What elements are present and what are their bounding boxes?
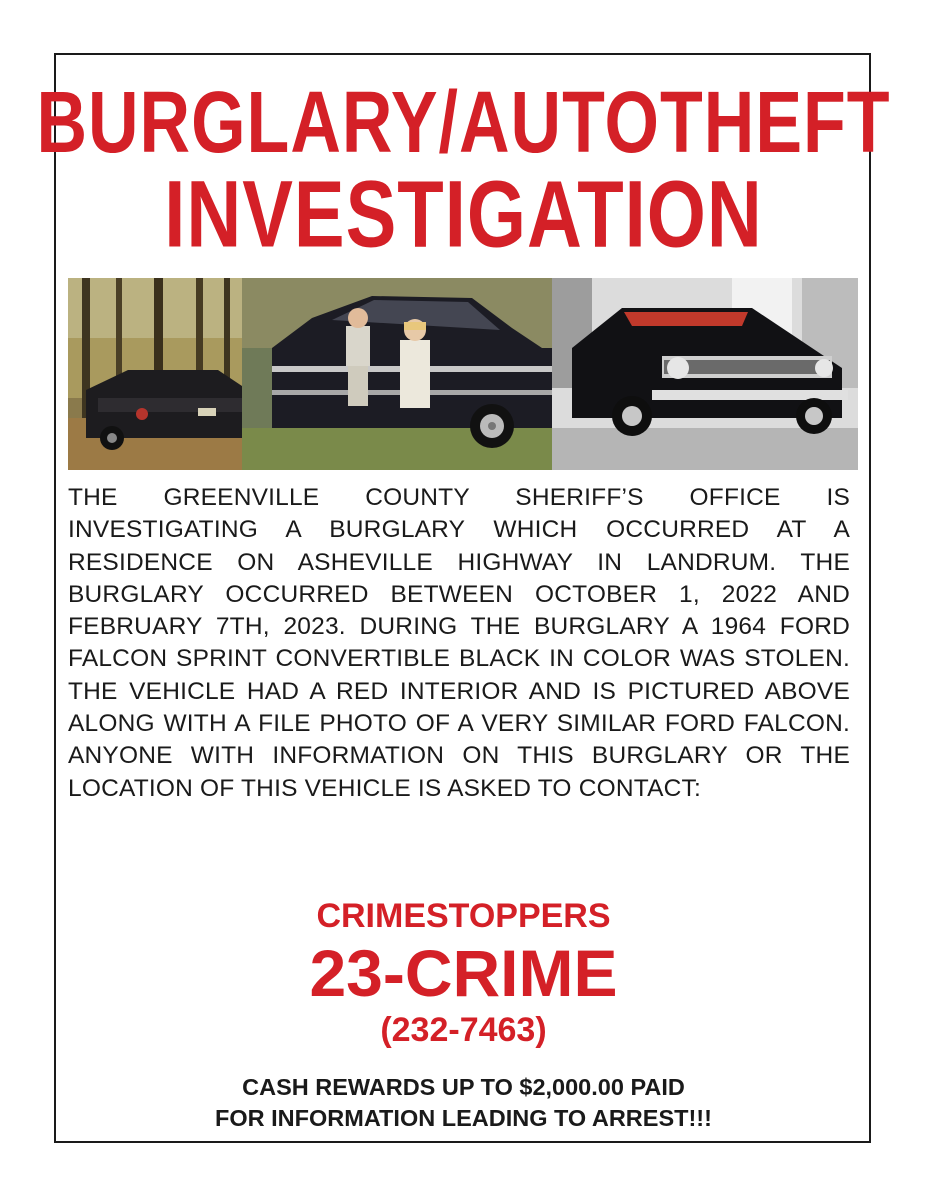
photo-strip	[68, 278, 858, 470]
children-with-car-photo	[242, 278, 552, 470]
crimestoppers-phone: (232-7463)	[380, 1011, 547, 1049]
headline-line-2: INVESTIGATION	[164, 161, 763, 268]
incident-description: THE GREENVILLE COUNTY SHERIFF’S OFFICE IS INVESTIGATING A BURGLARY WHICH OCCURRED AT A RESIDENCE ON ASHEVILLE HIGHWAY IN LANDRUM. THE BURGLARY OCCURRED BETWEEN OCTOBER 1, 2022 AND FEBRUARY 7TH, 2023. DURING THE BURGLARY A 1964 FORD FALCON SPRINT CONVERTIBLE BLACK IN COLOR WAS STOLEN. THE VEHICLE HAD A RED INTERIOR AND IS PICTURED ABOVE ALONG WITH A FILE PHOTO OF A VERY SIMILAR FORD FALCON. ANYONE WITH INFORMATION ON THIS BURGLARY OR THE LOCATION OF THIS VEHICLE IS ASKED TO CONTACT:	[68, 484, 850, 802]
crimestoppers-title: CRIMESTOPPERS	[316, 897, 611, 935]
car-in-woods-photo	[68, 278, 242, 470]
headline-line-1: BURGLARY/AUTOTHEFT	[36, 73, 891, 171]
reward-line-2: FOR INFORMATION LEADING TO ARREST!!!	[215, 1105, 712, 1131]
reward-line-1: CASH REWARDS UP TO $2,000.00 PAID	[242, 1074, 685, 1100]
similar-ford-falcon-photo	[552, 278, 858, 470]
crimestoppers-number: 23-CRIME	[309, 936, 618, 1010]
